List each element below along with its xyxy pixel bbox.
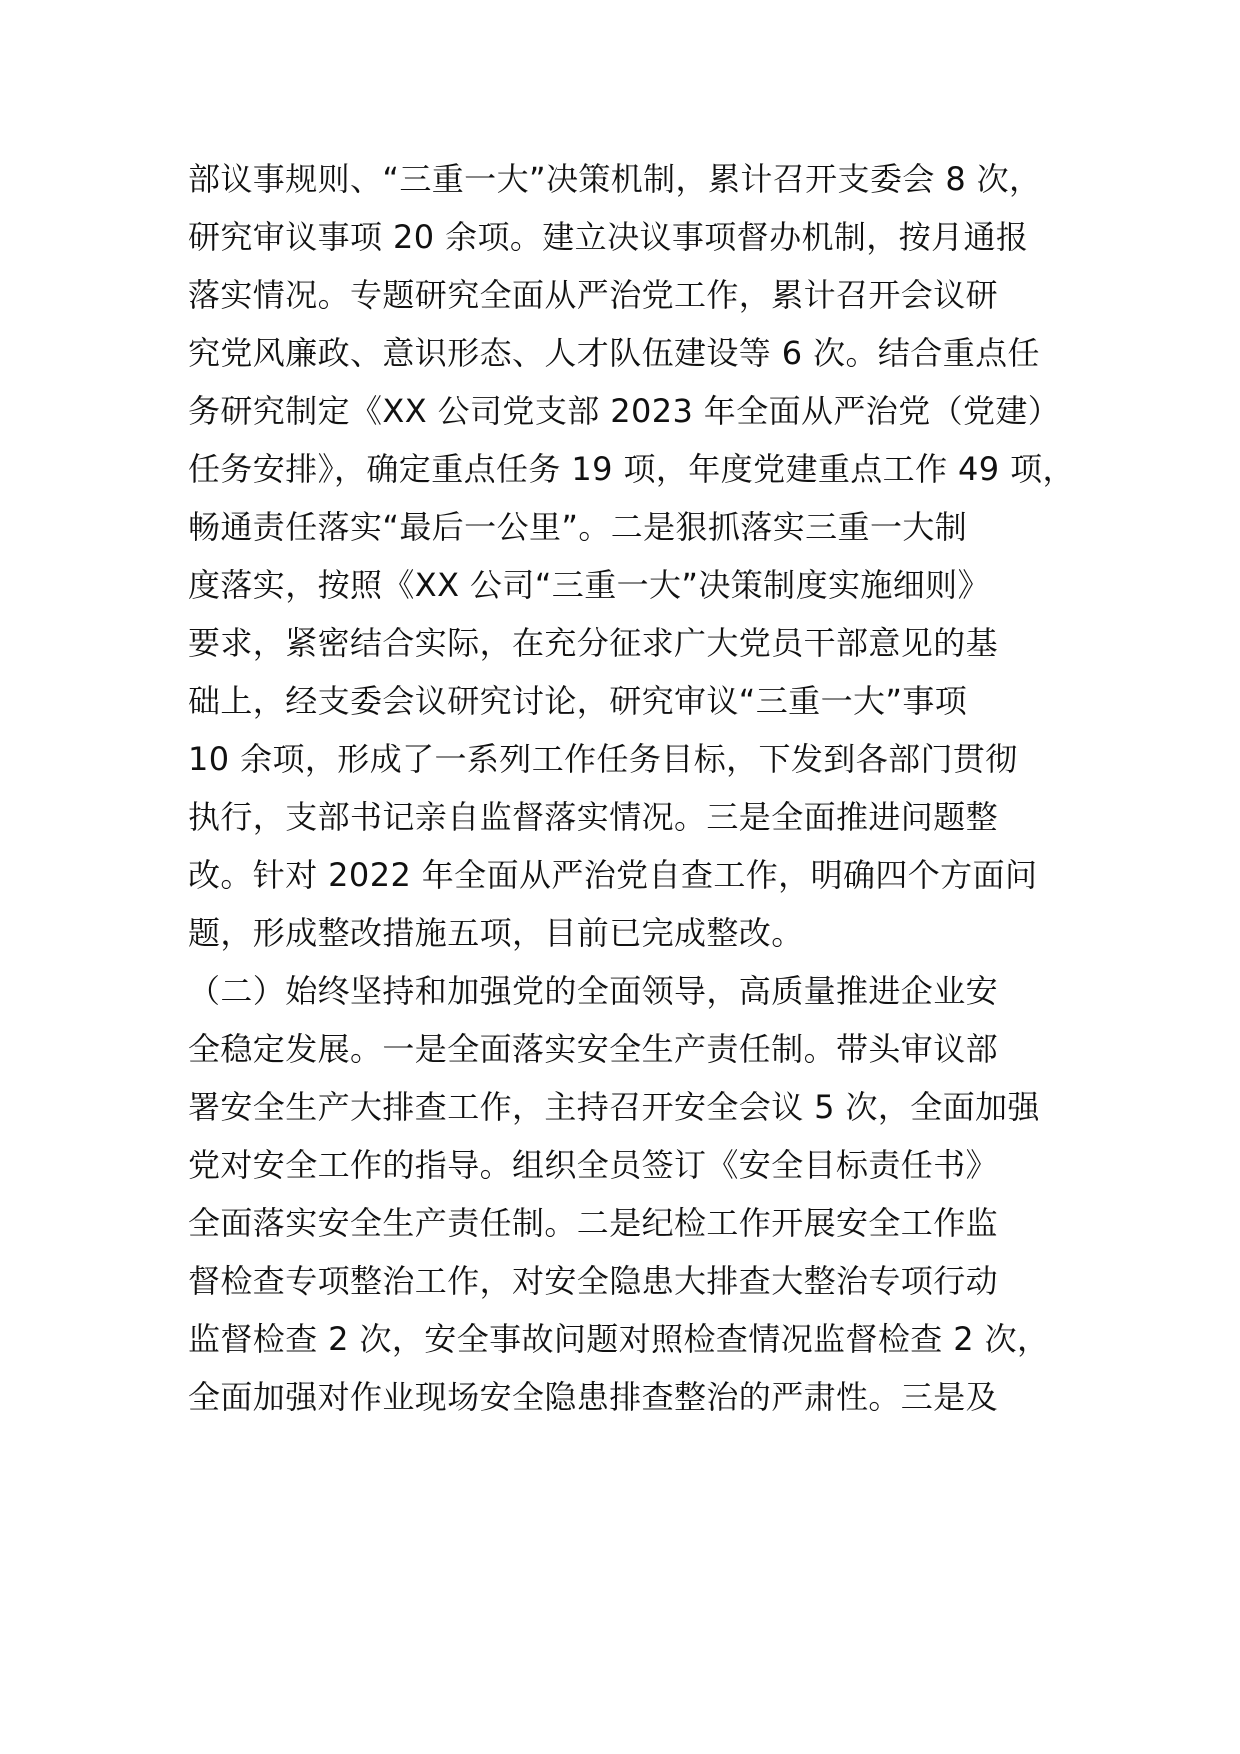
text-line: 全面加强对作业现场安全隐患排查整治的严肃性。三是及 [188,1378,999,1416]
text-line: 任务安排》，确定重点任务 19 项，年度党建重点工作 49 项， [188,450,1075,488]
text-line: 研究审议事项 20 余项。建立决议事项督办机制，按月通报 [188,218,1029,256]
text-line: 落实情况。专题研究全面从严治党工作，累计召开会议研 [188,276,999,314]
text-line: 础上，经支委会议研究讨论，研究审议“三重一大”事项 [188,682,968,720]
text-line: 题，形成整改措施五项，目前已完成整改。 [188,914,804,952]
text-line: 究党风廉政、意识形态、人才队伍建设等 6 次。结合重点任 [188,334,1040,372]
text-line: 全稳定发展。一是全面落实安全生产责任制。带头审议部 [188,1030,999,1068]
text-line: 度落实，按照《XX 公司“三重一大”决策制度实施细则》 [188,566,990,604]
text-line: 畅通责任落实“最后一公里”。二是狠抓落实三重一大制 [188,508,968,546]
text-line: 10 余项，形成了一系列工作任务目标，下发到各部门贯彻 [188,740,1018,778]
text-line: 务研究制定《XX 公司党支部 2023 年全面从严治党（党建） [188,392,1061,430]
text-line: 监督检查 2 次，安全事故问题对照检查情况监督检查 2 次， [188,1320,1050,1358]
text-line: 党对安全工作的指导。组织全员签订《安全目标责任书》 [188,1146,999,1184]
text-line: 部议事规则、“三重一大”决策机制，累计召开支委会 8 次， [188,160,1042,198]
text-line: 要求，紧密结合实际，在充分征求广大党员干部意见的基 [188,624,999,662]
text-line: 全面落实安全生产责任制。二是纪检工作开展安全工作监 [188,1204,999,1242]
text-line: 督检查专项整治工作，对安全隐患大排查大整治专项行动 [188,1262,999,1300]
text-line: 署安全生产大排查工作，主持召开安全会议 5 次，全面加强 [188,1088,1040,1126]
text-line: 执行，支部书记亲自监督落实情况。三是全面推进问题整 [188,798,999,836]
section-heading-line: （二）始终坚持和加强党的全面领导，高质量推进企业安 [188,972,999,1010]
text-line: 改。针对 2022 年全面从严治党自查工作，明确四个方面问 [188,856,1038,894]
